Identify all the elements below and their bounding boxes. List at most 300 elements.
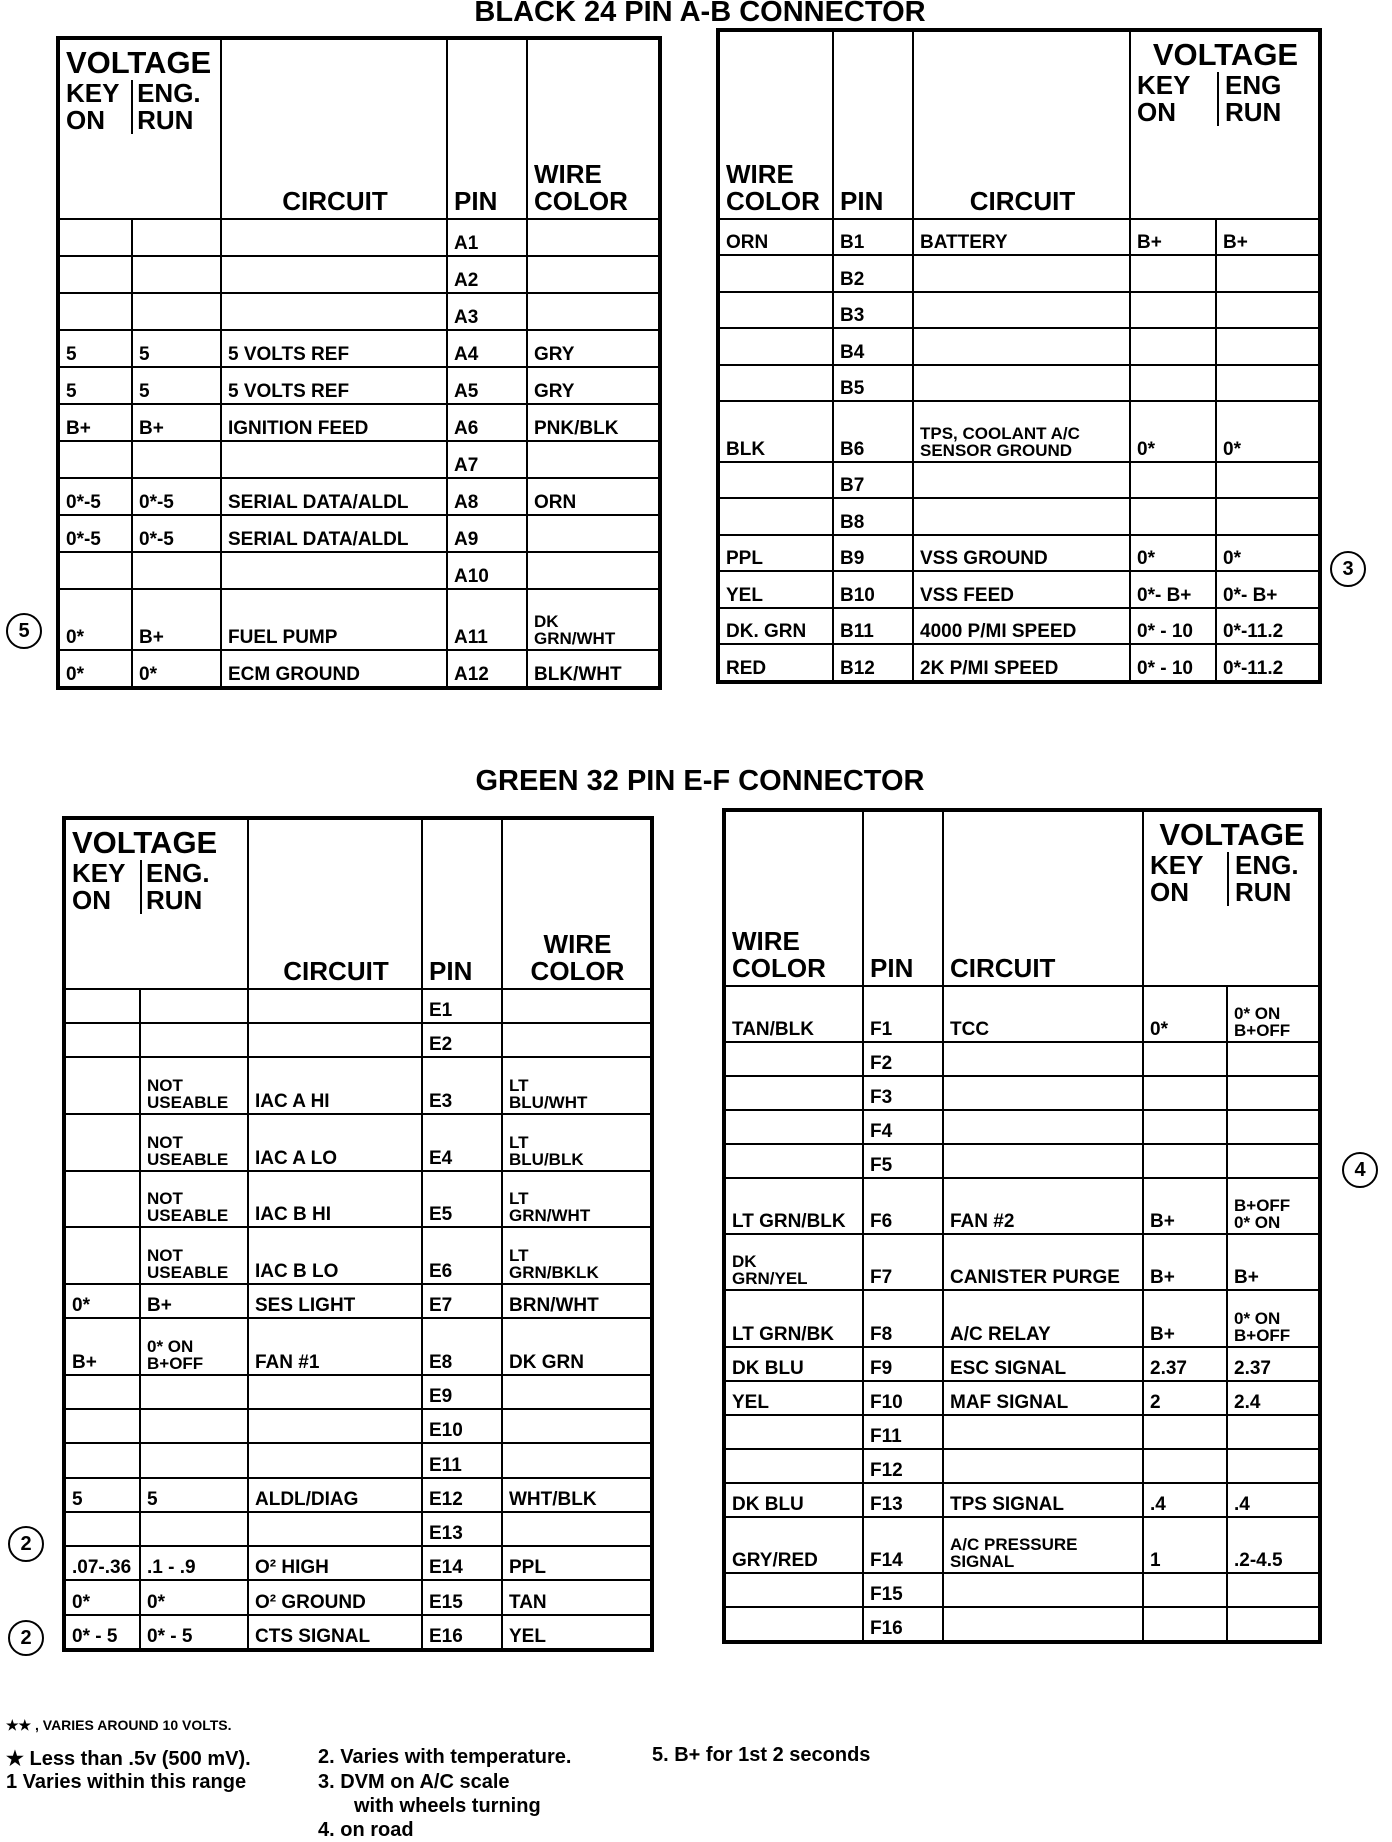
connector-b-row: [719, 219, 1319, 256]
connector-e-row: [65, 1284, 651, 1318]
eng-run-cell: [132, 441, 221, 478]
key-on-cell: [1143, 1573, 1227, 1607]
key-on-cell: 2.37: [1143, 1347, 1227, 1381]
eng-run-cell: 0* ON B+OFF: [1227, 1290, 1319, 1346]
connector-f-row: [725, 986, 1319, 1042]
eng-run-cell: [132, 293, 221, 330]
pin-cell: E9: [422, 1375, 502, 1409]
connector-f-row: [725, 1042, 1319, 1076]
wire-color-cell: YEL: [719, 571, 833, 608]
eng-run-cell: [140, 1023, 248, 1057]
connector-a-row: [59, 650, 659, 687]
eng-run-header: ENG. RUN: [131, 80, 216, 134]
key-on-header: KEY ON: [1150, 850, 1203, 907]
pin-cell: F9: [863, 1347, 943, 1381]
pin-cell: B10: [833, 571, 913, 608]
eng-run-cell: NOT USEABLE: [140, 1227, 248, 1284]
key-on-cell: [59, 293, 132, 330]
key-on-cell: 0*-5: [59, 478, 132, 515]
circuit-cell: SERIAL DATA/ALDL: [221, 478, 447, 515]
key-on-cell: B+: [1143, 1234, 1227, 1290]
circuit-cell: TCC: [943, 986, 1143, 1042]
connector-e-table: [62, 816, 654, 1652]
wire-color-cell: [719, 328, 833, 365]
key-on-cell: [65, 1057, 140, 1114]
key-on-cell: [65, 1023, 140, 1057]
wire-color-cell: [725, 1076, 863, 1110]
key-on-cell: [1130, 498, 1216, 535]
circuit-header: CIRCUIT: [248, 819, 422, 989]
pin-cell: E3: [422, 1057, 502, 1114]
wire-color-cell: [527, 293, 659, 330]
key-on-cell: [65, 1171, 140, 1228]
circuit-cell: [248, 989, 422, 1023]
legend-three-cont: with wheels turning: [354, 1795, 541, 1817]
eng-run-cell: [1227, 1573, 1319, 1607]
pin-cell: A8: [447, 478, 527, 515]
pin-cell: F8: [863, 1290, 943, 1346]
key-on-cell: [65, 1114, 140, 1171]
pin-cell: F1: [863, 986, 943, 1042]
key-on-cell: [65, 1409, 140, 1443]
circuit-header: CIRCUIT: [221, 39, 447, 219]
wire-color-cell: WHT/BLK: [502, 1478, 651, 1512]
connector-a-row: [59, 552, 659, 589]
key-on-header: KEY ON: [66, 78, 119, 135]
connector-e-row: [65, 1057, 651, 1114]
circuit-cell: [248, 1023, 422, 1057]
circuit-cell: FAN #2: [943, 1178, 1143, 1234]
wire-color-cell: DK BLU: [725, 1347, 863, 1381]
key-on-cell: [65, 989, 140, 1023]
connector-f-row: [725, 1076, 1319, 1110]
circuit-cell: IAC A LO: [248, 1114, 422, 1171]
wire-color-cell: [719, 498, 833, 535]
circuit-cell: SERIAL DATA/ALDL: [221, 515, 447, 552]
connector-e-row: [65, 1409, 651, 1443]
connector-b-row: [719, 498, 1319, 535]
circuit-cell: [913, 328, 1130, 365]
note-marker-2-e14: 2: [8, 1526, 44, 1562]
eng-run-cell: [1227, 1607, 1319, 1641]
circuit-cell: [943, 1607, 1143, 1641]
connector-e-row: [65, 1114, 651, 1171]
key-on-cell: 0*: [65, 1580, 140, 1614]
connector-e-row: [65, 1318, 651, 1375]
connector-f-row: [725, 1347, 1319, 1381]
eng-run-cell: B+: [1227, 1234, 1319, 1290]
circuit-cell: [913, 498, 1130, 535]
eng-run-header: ENG RUN: [1217, 72, 1305, 126]
circuit-cell: ALDL/DIAG: [248, 1478, 422, 1512]
connector-f-row: [725, 1290, 1319, 1346]
connector-b-row: [719, 462, 1319, 499]
eng-run-header: ENG. RUN: [140, 860, 236, 914]
wire-color-header: WIRE COLOR: [527, 39, 659, 219]
eng-run-cell: NOT USEABLE: [140, 1171, 248, 1228]
pin-cell: B7: [833, 462, 913, 499]
circuit-cell: FUEL PUMP: [221, 589, 447, 650]
key-on-cell: [59, 256, 132, 293]
wire-color-cell: PPL: [502, 1546, 651, 1580]
key-on-cell: [1143, 1076, 1227, 1110]
key-on-cell: B+: [65, 1318, 140, 1375]
eng-run-cell: [132, 256, 221, 293]
black-connector-title: BLACK 24 PIN A-B CONNECTOR: [474, 0, 926, 28]
key-on-cell: 0*: [59, 589, 132, 650]
wire-color-cell: LT GRN/WHT: [502, 1171, 651, 1228]
eng-run-cell: NOT USEABLE: [140, 1114, 248, 1171]
eng-run-cell: [1227, 1042, 1319, 1076]
eng-run-cell: .4: [1227, 1483, 1319, 1517]
key-on-cell: 0*: [65, 1284, 140, 1318]
wire-color-cell: DK GRN/YEL: [725, 1234, 863, 1290]
legend-two: 2. Varies with temperature.: [318, 1746, 572, 1768]
eng-run-cell: B+: [132, 404, 221, 441]
key-on-cell: .4: [1143, 1483, 1227, 1517]
eng-run-cell: .1 - .9: [140, 1546, 248, 1580]
key-on-cell: B+: [59, 404, 132, 441]
connector-f-row: [725, 1607, 1319, 1641]
eng-run-cell: [1227, 1144, 1319, 1178]
connector-e-row: [65, 1375, 651, 1409]
connector-a-row: [59, 219, 659, 256]
voltage-header: VOLTAGE KEY ON ENG RUN: [1130, 31, 1319, 219]
legend-star: ★ Less than .5v (500 mV).: [6, 1748, 251, 1770]
legend-four: 4. on road: [318, 1819, 414, 1841]
eng-run-cell: [140, 1512, 248, 1546]
key-on-cell: 2: [1143, 1381, 1227, 1415]
key-on-cell: [1130, 365, 1216, 402]
key-on-cell: 0* - 10: [1130, 608, 1216, 645]
wire-color-cell: YEL: [502, 1615, 651, 1649]
connector-f-row: [725, 1234, 1319, 1290]
wire-color-cell: [725, 1144, 863, 1178]
wire-color-cell: LT BLU/BLK: [502, 1114, 651, 1171]
eng-run-cell: 2.37: [1227, 1347, 1319, 1381]
wire-color-cell: [527, 515, 659, 552]
eng-run-cell: 0*: [132, 650, 221, 687]
eng-run-cell: [140, 989, 248, 1023]
wire-color-cell: [502, 989, 651, 1023]
eng-run-cell: [140, 1375, 248, 1409]
eng-run-cell: [132, 552, 221, 589]
eng-run-cell: [140, 1409, 248, 1443]
pin-cell: A1: [447, 219, 527, 256]
eng-run-cell: [1216, 292, 1319, 329]
connector-a-row: [59, 293, 659, 330]
connector-b-row: [719, 365, 1319, 402]
connector-b-row: [719, 644, 1319, 681]
connector-e-row: [65, 1615, 651, 1649]
key-on-cell: 1: [1143, 1517, 1227, 1573]
eng-run-cell: [132, 219, 221, 256]
circuit-cell: [248, 1443, 422, 1477]
pin-cell: A6: [447, 404, 527, 441]
circuit-cell: [913, 462, 1130, 499]
connector-f-row: [725, 1415, 1319, 1449]
wire-color-cell: LT GRN/BK: [725, 1290, 863, 1346]
wire-color-cell: DK. GRN: [719, 608, 833, 645]
eng-run-cell: B+OFF 0* ON: [1227, 1178, 1319, 1234]
voltage-header: VOLTAGE KEY ON ENG. RUN: [59, 39, 221, 219]
connector-b-row: [719, 292, 1319, 329]
key-on-cell: 5: [59, 330, 132, 367]
circuit-cell: TPS SIGNAL: [943, 1483, 1143, 1517]
pin-cell: A7: [447, 441, 527, 478]
key-on-cell: [59, 552, 132, 589]
pin-cell: B11: [833, 608, 913, 645]
key-on-cell: [65, 1443, 140, 1477]
circuit-cell: [943, 1144, 1143, 1178]
eng-run-cell: [140, 1443, 248, 1477]
connector-b-table: [716, 28, 1322, 684]
pin-cell: F12: [863, 1449, 943, 1483]
note-marker-3: 3: [1330, 551, 1366, 587]
connector-a-row: [59, 515, 659, 552]
connector-e-row: [65, 1443, 651, 1477]
key-on-header: KEY ON: [1137, 70, 1190, 127]
wire-color-cell: [502, 1409, 651, 1443]
eng-run-cell: 0*: [1216, 535, 1319, 572]
pin-cell: B5: [833, 365, 913, 402]
circuit-cell: ESC SIGNAL: [943, 1347, 1143, 1381]
pin-cell: A3: [447, 293, 527, 330]
pin-cell: A4: [447, 330, 527, 367]
pin-cell: E13: [422, 1512, 502, 1546]
wire-color-cell: ORN: [719, 219, 833, 256]
key-on-cell: [1130, 328, 1216, 365]
key-on-cell: [1143, 1110, 1227, 1144]
eng-run-cell: [1216, 365, 1319, 402]
connector-e-row: [65, 989, 651, 1023]
wire-color-cell: BLK: [719, 401, 833, 461]
pin-cell: F15: [863, 1573, 943, 1607]
key-on-cell: [1130, 255, 1216, 292]
circuit-cell: TPS, COOLANT A/C SENSOR GROUND: [913, 401, 1130, 461]
pin-cell: A2: [447, 256, 527, 293]
connector-f-row: [725, 1483, 1319, 1517]
eng-run-cell: 0*-11.2: [1216, 608, 1319, 645]
circuit-cell: [248, 1375, 422, 1409]
connector-e-row: [65, 1171, 651, 1228]
connector-f-row: [725, 1573, 1319, 1607]
eng-run-cell: 0*: [1216, 401, 1319, 461]
circuit-cell: ECM GROUND: [221, 650, 447, 687]
connector-b-row: [719, 255, 1319, 292]
pin-cell: B2: [833, 255, 913, 292]
eng-run-cell: [1216, 462, 1319, 499]
wire-color-cell: [725, 1573, 863, 1607]
wire-color-cell: TAN: [502, 1580, 651, 1614]
eng-run-cell: 0*: [140, 1580, 248, 1614]
circuit-cell: 2K P/MI SPEED: [913, 644, 1130, 681]
eng-run-cell: 0* - 5: [140, 1615, 248, 1649]
pin-cell: B12: [833, 644, 913, 681]
connector-f-table: [722, 808, 1322, 1644]
circuit-cell: O² GROUND: [248, 1580, 422, 1614]
pin-cell: E16: [422, 1615, 502, 1649]
wire-color-cell: [527, 256, 659, 293]
wire-color-cell: [502, 1443, 651, 1477]
green-connector-title: GREEN 32 PIN E-F CONNECTOR: [475, 765, 925, 797]
key-on-cell: B+: [1130, 219, 1216, 256]
circuit-cell: CTS SIGNAL: [248, 1615, 422, 1649]
wire-color-header: WIRE COLOR: [719, 31, 833, 219]
eng-run-cell: B+: [140, 1284, 248, 1318]
pin-cell: E11: [422, 1443, 502, 1477]
pin-cell: E6: [422, 1227, 502, 1284]
key-on-cell: B+: [1143, 1178, 1227, 1234]
pin-cell: F3: [863, 1076, 943, 1110]
pin-header: PIN: [422, 819, 502, 989]
key-on-cell: [59, 219, 132, 256]
circuit-cell: IAC B LO: [248, 1227, 422, 1284]
note-marker-2-e16: 2: [8, 1620, 44, 1656]
circuit-cell: IAC B HI: [248, 1171, 422, 1228]
wire-color-cell: GRY: [527, 330, 659, 367]
wire-color-cell: PPL: [719, 535, 833, 572]
eng-run-cell: [1216, 498, 1319, 535]
key-on-cell: 0* - 10: [1130, 644, 1216, 681]
pin-cell: F11: [863, 1415, 943, 1449]
pin-cell: F13: [863, 1483, 943, 1517]
pin-cell: F16: [863, 1607, 943, 1641]
legend-three: 3. DVM on A/C scale: [318, 1771, 510, 1793]
circuit-cell: A/C RELAY: [943, 1290, 1143, 1346]
connector-a-table: [56, 36, 662, 690]
key-on-cell: 0*: [59, 650, 132, 687]
pin-cell: E4: [422, 1114, 502, 1171]
key-on-cell: 5: [59, 367, 132, 404]
pin-cell: E15: [422, 1580, 502, 1614]
key-on-cell: [59, 441, 132, 478]
circuit-cell: [221, 441, 447, 478]
circuit-cell: [248, 1512, 422, 1546]
circuit-cell: BATTERY: [913, 219, 1130, 256]
eng-run-cell: .2-4.5: [1227, 1517, 1319, 1573]
pin-cell: E14: [422, 1546, 502, 1580]
circuit-cell: O² HIGH: [248, 1546, 422, 1580]
note-marker-4: 4: [1342, 1152, 1378, 1188]
key-on-cell: 0*: [1130, 535, 1216, 572]
eng-run-cell: B+: [132, 589, 221, 650]
eng-run-cell: 0*-11.2: [1216, 644, 1319, 681]
key-on-cell: [1130, 462, 1216, 499]
circuit-cell: MAF SIGNAL: [943, 1381, 1143, 1415]
wire-color-cell: [725, 1042, 863, 1076]
wire-color-cell: [719, 365, 833, 402]
connector-b-row: [719, 571, 1319, 608]
connector-a-row: [59, 589, 659, 650]
pin-cell: F7: [863, 1234, 943, 1290]
eng-run-cell: 5: [132, 367, 221, 404]
circuit-cell: [248, 1409, 422, 1443]
pin-cell: A12: [447, 650, 527, 687]
connector-a-row: [59, 441, 659, 478]
wire-color-cell: GRY: [527, 367, 659, 404]
wire-color-cell: [725, 1415, 863, 1449]
key-on-cell: [1143, 1449, 1227, 1483]
circuit-cell: [221, 256, 447, 293]
wire-color-cell: LT GRN/BKLK: [502, 1227, 651, 1284]
pin-cell: B1: [833, 219, 913, 256]
circuit-cell: FAN #1: [248, 1318, 422, 1375]
connector-f-row: [725, 1517, 1319, 1573]
eng-run-cell: 0*-5: [132, 478, 221, 515]
circuit-cell: [943, 1573, 1143, 1607]
wire-color-cell: [527, 552, 659, 589]
pin-cell: A10: [447, 552, 527, 589]
circuit-cell: [943, 1449, 1143, 1483]
legend-five: 5. B+ for 1st 2 seconds: [652, 1744, 871, 1766]
circuit-cell: SES LIGHT: [248, 1284, 422, 1318]
circuit-cell: [943, 1110, 1143, 1144]
pin-cell: E5: [422, 1171, 502, 1228]
connector-e-row: [65, 1512, 651, 1546]
wire-color-header: WIRE COLOR: [502, 819, 651, 989]
eng-run-cell: [1227, 1449, 1319, 1483]
connector-f-row: [725, 1381, 1319, 1415]
pin-cell: E8: [422, 1318, 502, 1375]
eng-run-cell: [1227, 1110, 1319, 1144]
pin-cell: E1: [422, 989, 502, 1023]
eng-run-cell: 2.4: [1227, 1381, 1319, 1415]
pin-header: PIN: [447, 39, 527, 219]
connector-e-row: [65, 1227, 651, 1284]
key-on-cell: 0*: [1130, 401, 1216, 461]
circuit-cell: [943, 1042, 1143, 1076]
key-on-cell: [1143, 1144, 1227, 1178]
wire-color-cell: [502, 1512, 651, 1546]
wire-color-cell: YEL: [725, 1381, 863, 1415]
connector-f-row: [725, 1144, 1319, 1178]
circuit-cell: A/C PRESSURE SIGNAL: [943, 1517, 1143, 1573]
circuit-cell: VSS FEED: [913, 571, 1130, 608]
eng-run-header: ENG. RUN: [1227, 852, 1314, 906]
eng-run-cell: 0*- B+: [1216, 571, 1319, 608]
eng-run-cell: 5: [140, 1478, 248, 1512]
key-on-cell: 5: [65, 1478, 140, 1512]
connector-e-row: [65, 1546, 651, 1580]
connector-b-row: [719, 328, 1319, 365]
pin-cell: E12: [422, 1478, 502, 1512]
eng-run-cell: [1227, 1415, 1319, 1449]
circuit-cell: 5 VOLTS REF: [221, 367, 447, 404]
connector-a-row: [59, 256, 659, 293]
key-on-cell: [65, 1512, 140, 1546]
wire-color-cell: [527, 219, 659, 256]
wire-color-cell: BRN/WHT: [502, 1284, 651, 1318]
circuit-cell: [943, 1076, 1143, 1110]
legend-one: 1 Varies within this range: [6, 1771, 247, 1793]
pin-cell: A11: [447, 589, 527, 650]
wire-color-cell: ORN: [527, 478, 659, 515]
circuit-cell: [943, 1415, 1143, 1449]
key-on-cell: .07-.36: [65, 1546, 140, 1580]
eng-run-cell: 0* ON B+OFF: [140, 1318, 248, 1375]
connector-a-row: [59, 478, 659, 515]
circuit-cell: 4000 P/MI SPEED: [913, 608, 1130, 645]
circuit-cell: [221, 293, 447, 330]
pin-cell: F10: [863, 1381, 943, 1415]
wire-color-cell: GRY/RED: [725, 1517, 863, 1573]
pin-cell: F6: [863, 1178, 943, 1234]
circuit-cell: VSS GROUND: [913, 535, 1130, 572]
circuit-cell: IAC A HI: [248, 1057, 422, 1114]
pin-header: PIN: [863, 811, 943, 986]
pin-cell: B6: [833, 401, 913, 461]
